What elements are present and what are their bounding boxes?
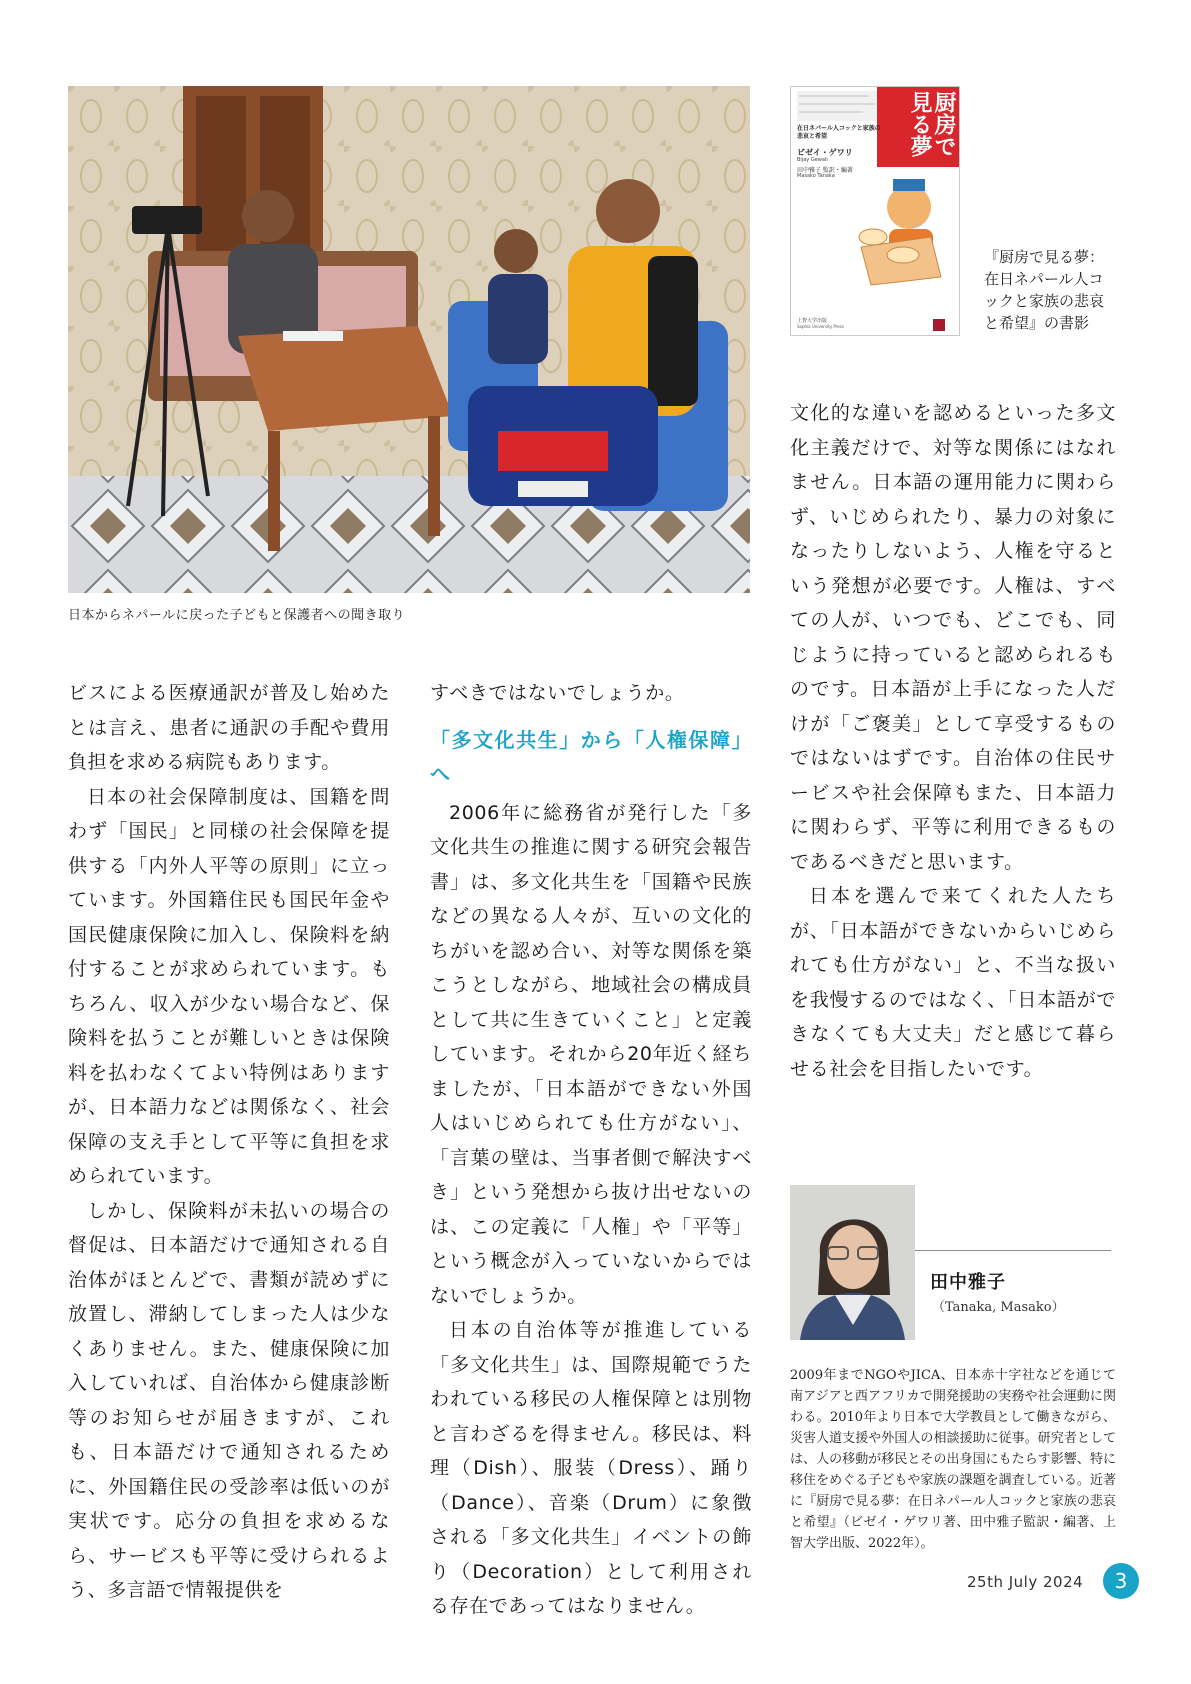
paragraph: 日本の社会保障制度は、国籍を問わず「国民」と同様の社会保障を提供する「内外人平等の原則」に立っています。外国籍住民も国民年金や国民健康保険に加入し、保険料を納付することが求められています。もちろん、収入が少ない場合など、保険料を払うことが難しいときは保険料を払わなくてよい特例はありますが、日本語力などは関係なく、社会保障の支え手として平等に負担を求められています。 (68, 785, 390, 1187)
article-column-2 (430, 676, 752, 1624)
book-cover-title: 厨房で見る夢 (907, 91, 956, 157)
book-cover-subtitle: 在日ネパール人コックと家族の悲哀と希望 (797, 125, 881, 140)
article-column-3 (790, 396, 1116, 1086)
book-cover-publisher-en: Sophia University Press (797, 324, 844, 329)
photo-caption: 日本からネパールに戻った子どもと保護者への聞き取り (68, 608, 406, 623)
book-cover (790, 86, 960, 336)
book-cover-editor: 田中雅子 監訳・編著 (797, 167, 853, 174)
book-cover-author-en: Bijay Gewali (797, 157, 828, 163)
book-cover-editor-en: Masako Tanaka (797, 173, 835, 179)
paragraph: 文化的な違いを認めるといった多文化主義だけで、対等な関係にはなれません。日本語の運用能力に関わらず、いじめられたり、暴力の対象になったりしないよう、人権を守るという発想が必要です。人権は、すべての人が、いつでも、どこでも、同じように持っていると認められるものです。日本語が上手になった人だけが「ご褒美」として享受するものではないはずです。自治体の住民サービスや社会保障もまた、日本語力に関わらず、平等に利用できるものであるべきだと思います。 (790, 402, 1116, 873)
paragraph: 日本を選んで来てくれた人たちが、「日本語ができないからいじめられても仕方がない」と、不当な扱いを我慢するのではなく、「日本語ができなくても大丈夫」だと感じて暮らせる社会を目指したいです。 (790, 885, 1116, 1080)
page-number: 3 (1103, 1563, 1139, 1599)
article-column-1 (68, 676, 390, 1608)
section-heading: 「多文化共生」から「人権保障」へ (430, 727, 752, 786)
book-caption: 『厨房で見る夢：在日ネパール人コックと家族の悲哀と希望』の書影 (984, 248, 1105, 332)
book-cover-author: ビゼイ・ゲワリ (797, 148, 853, 157)
book-cover-publisher: 上智大学出版 (797, 318, 828, 324)
author-name: 田中雅子 (930, 1272, 1006, 1293)
author-name-roman: （Tanaka, Masako） (932, 1300, 1065, 1315)
author-divider (915, 1250, 1111, 1251)
interview-photo (68, 86, 750, 593)
paragraph: ビスによる医療通訳が普及し始めたとは言え、患者に通訳の手配や費用負担を求める病院もあります。 (68, 682, 390, 773)
author-bio: 2009年までNGOやJICA、日本赤十字社などを通じて南アジアと西アフリカで開発援助の実務や社会運動に関わる。2010年より日本で大学教員として働きながら、災害人道支援や外国人の相談援助に従事。研究者としては、人の移動が移民とその出身国にもたらす影響、特に移住をめぐる子どもや家族の課題を調査している。近著に『厨房で見る夢：在日ネパール人コックと家族の悲哀と希望』（ビゼイ・ゲワリ著、田中雅子監訳・編著、上智大学出版、2022年）。 (790, 1368, 1116, 1551)
issue-date: 25th July 2024 (967, 1573, 1084, 1591)
author-photo (790, 1185, 915, 1340)
paragraph: 2006年に総務省が発行した「多文化共生の推進に関する研究会報告書」は、多文化共生を「国籍や民族などの異なる人々が、互いの文化的ちがいを認め合い、対等な関係を築こうとしながら、地域社会の構成員として共に生きていくこと」と定義しています。それから20年近く経ちましたが、「日本語ができない外国人はいじめられても仕方がない」、「言葉の壁は、当事者側で解決すべき」という発想から抜け出せないのは、この定義に「人権」や「平等」という概念が入っていないからではないでしょうか。 (430, 801, 752, 1307)
paragraph: しかし、保険料が未払いの場合の督促は、日本語だけで通知される自治体がほとんどで、書類が読めずに放置し、滞納してしまった人は少なくありません。また、健康保険に加入していれば、自治体から健康診断等のお知らせが届きますが、これも、日本語だけで通知されるために、外国籍住民の受診率は低いのが実状です。応分の負担を求めるなら、サービスも平等に受けられるよう、多言語で情報提供を (68, 1199, 390, 1601)
paragraph: 日本の自治体等が推進している「多文化共生」は、国際規範でうたわれている移民の人権保障とは別物と言わざるを得ません。移民は、料理（Dish）、服装（Dress）、踊り（Dance）、音楽（Drum）に象徴される「多文化共生」イベントの飾り（Decoration）として利用される存在であってはなりません。 (430, 1319, 752, 1617)
paragraph: すべきではないでしょうか。 (430, 682, 685, 704)
